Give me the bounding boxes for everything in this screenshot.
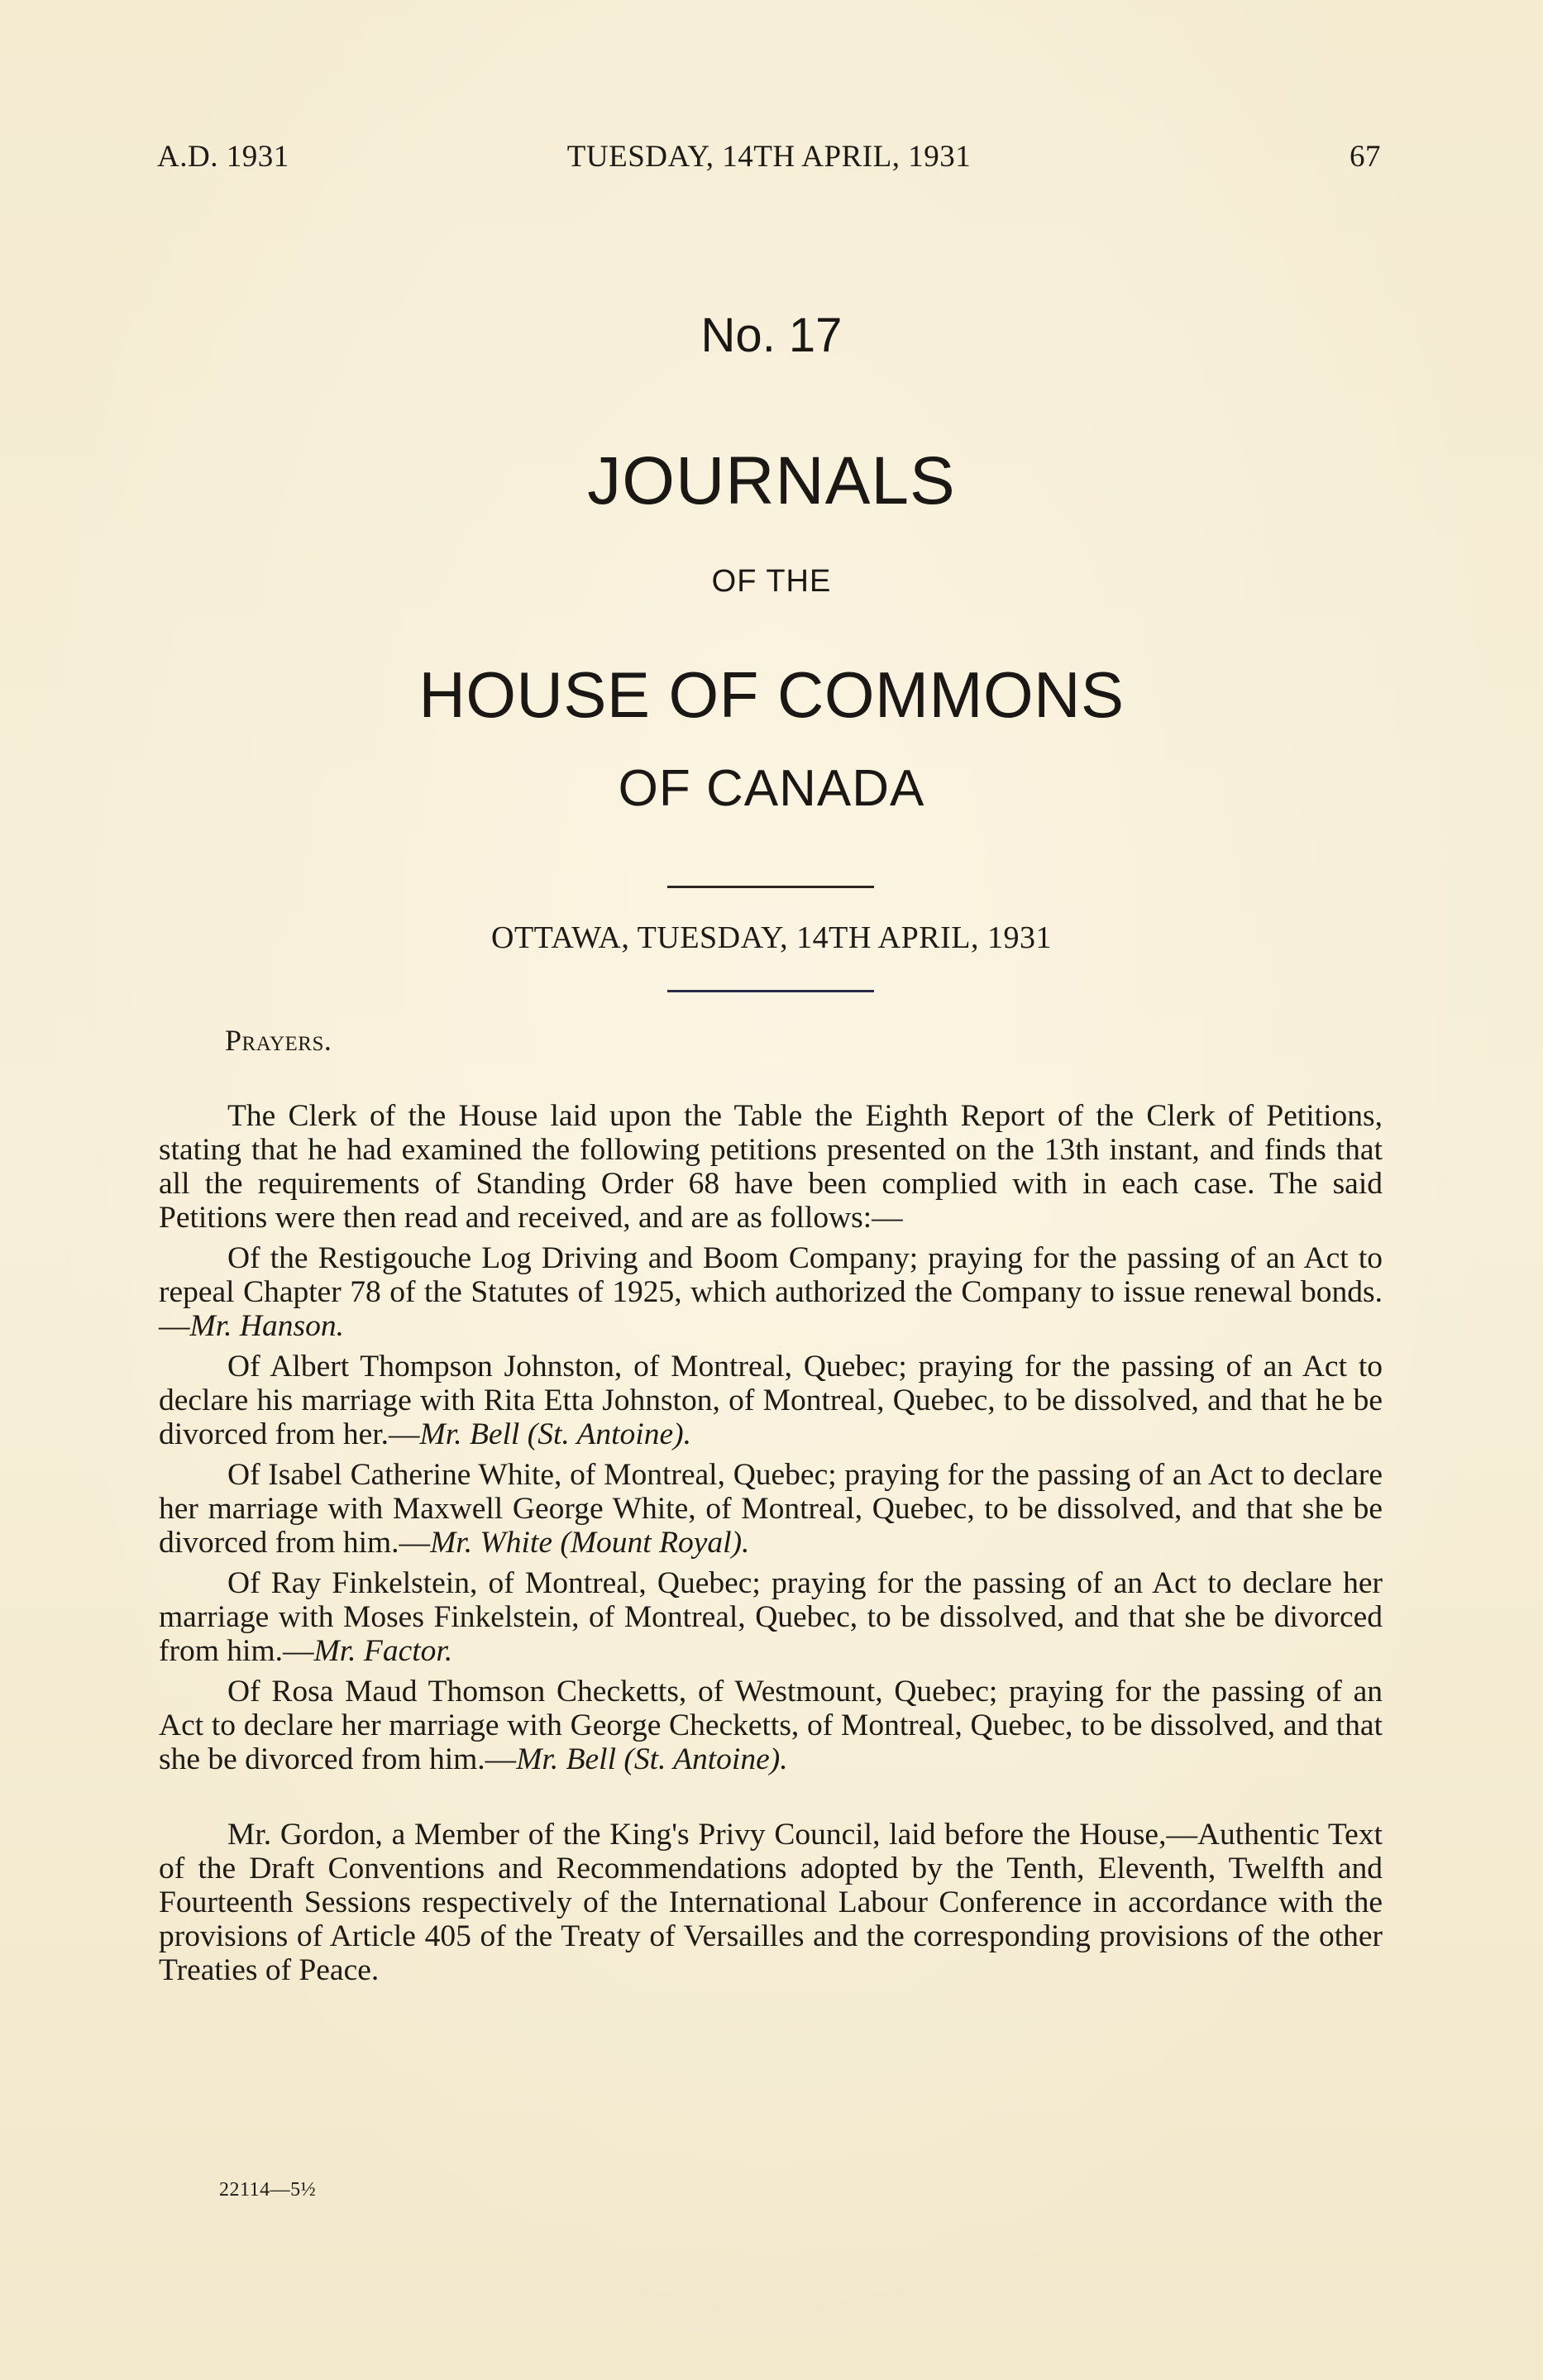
paragraph-text: Of Albert Thompson Johnston, of Montreal, Quebec; praying for the passing of an Act to declare his marriage with Rita Etta Johnston, of Montreal, Quebec, to be dissolved, and that he be divorced from her.— [159,1350,1383,1451]
member-name: Mr. Factor. [313,1634,453,1668]
journals-title: JOURNALS [587,443,956,519]
tabled-document-paragraph [159,1818,1383,1987]
paragraph-text: Of Rosa Maud Thomson Checketts, of Westmount, Quebec; praying for the passing of an Act to declare her marriage with George Checketts, of Montreal, Quebec, to be dissolved, and that she be divorced from him.— [159,1675,1383,1776]
of-canada-heading: OF CANADA [618,760,925,817]
paragraph-text: Mr. Gordon, a Member of the King's Privy Council, laid before the House,—Authentic Text of the Draft Conventions and Recommendations adopted by the Tenth, Eleventh, Twelfth and Fourteenth Sessions respectively of the International Labour Conference in accordance with the provisions of Article 405 of the Treaty of Versailles and the corresponding provisions of the other Treaties of Peace. [159,1818,1383,1987]
member-name: Mr. Hanson. [189,1309,344,1343]
paragraph-text: The Clerk of the House laid upon the Table the Eighth Report of the Clerk of Petitions, stating that he had examined the following petitions presented on the 13th instant, and finds that all the requirements of Standing Order 68 have been complied with in each case. The said Petitions were then read and received, and are as follows:— [159,1099,1383,1235]
journal-number: No. 17 [700,308,843,362]
running-head-date: TUESDAY, 14TH APRIL, 1931 [566,140,972,174]
member-name: Mr. Bell (St. Antoine). [516,1742,788,1776]
petition-paragraph [159,1675,1383,1776]
paragraph-text: Of the Restigouche Log Driving and Boom Company; praying for the passing of an Act to repeal Chapter 78 of the Statutes of 1925, which authorized the Company to issue renewal bonds.— [159,1241,1383,1343]
clerk-report-paragraph [159,1099,1383,1235]
page-number: 67 [1350,140,1381,174]
petition-paragraph [159,1350,1383,1451]
petition-paragraph [159,1241,1383,1343]
house-of-commons-heading: HOUSE OF COMMONS [418,658,1125,731]
running-head-year: A.D. 1931 [157,140,289,174]
paragraph-text: Of Ray Finkelstein, of Montreal, Quebec; praying for the passing of an Act to declare her marriage with Moses Finkelstein, of Montreal, Quebec, to be dissolved, and that she be divorced from him.— [159,1566,1383,1668]
member-name: Mr. White (Mount Royal). [430,1526,750,1560]
journal-body [159,1024,1383,1987]
prayers-heading: Prayers. [225,1024,332,1057]
of-the-heading: OF THE [711,564,832,599]
paragraph-text: Of Isabel Catherine White, of Montreal, Quebec; praying for the passing of an Act to declare her marriage with Maxwell George White, of Montreal, Quebec, to be dissolved, and that she be divorced from him.— [159,1458,1383,1560]
running-head [157,139,1381,180]
petition-paragraph [159,1458,1383,1560]
rule-bottom [667,990,874,992]
printer-signature-mark: 22114—5½ [219,2179,317,2201]
rule-top [667,886,874,888]
member-name: Mr. Bell (St. Antoine). [419,1417,691,1451]
dateline: OTTAWA, TUESDAY, 14TH APRIL, 1931 [491,920,1052,955]
petition-paragraph [159,1566,1383,1668]
